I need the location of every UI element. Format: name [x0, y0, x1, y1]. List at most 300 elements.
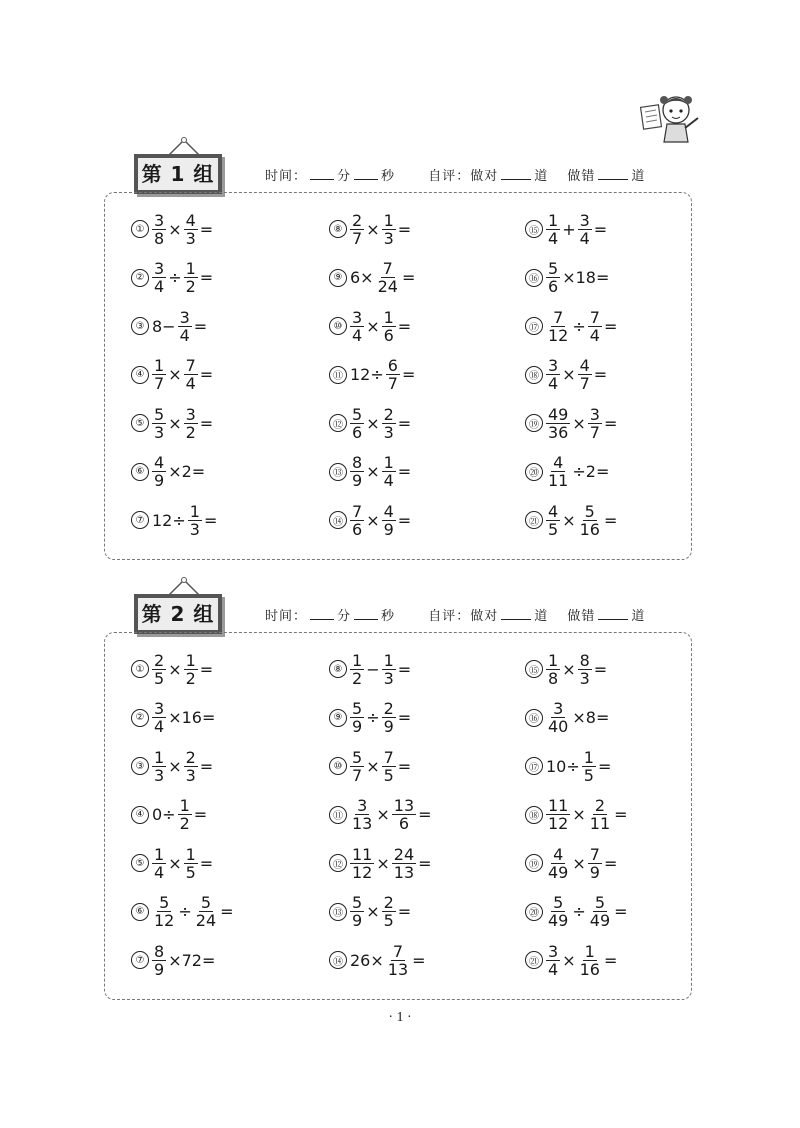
- minute-label: 分: [337, 609, 352, 624]
- fraction: [152, 357, 166, 392]
- problem: [525, 841, 618, 885]
- fraction: [184, 212, 198, 247]
- fraction: [184, 846, 198, 881]
- minutes-blank[interactable]: [310, 167, 334, 180]
- denominator: 6: [352, 519, 363, 539]
- problem-number: ④: [131, 806, 149, 824]
- problem: [329, 793, 433, 837]
- fraction: [578, 652, 592, 687]
- numerator: 11: [548, 796, 569, 815]
- fraction: [152, 894, 176, 929]
- numerator: 1: [185, 844, 196, 864]
- unit-label: 道: [631, 169, 646, 184]
- denominator: 11: [548, 471, 569, 490]
- denominator: 3: [579, 668, 590, 688]
- operator-text: =: [199, 756, 214, 776]
- numerator: 1: [154, 356, 165, 375]
- operator-text: =: [397, 902, 412, 921]
- fraction: [588, 797, 612, 832]
- numerator: 5: [352, 404, 363, 424]
- fraction: [350, 652, 364, 687]
- numerator: 7: [382, 259, 393, 278]
- fraction: [546, 454, 570, 489]
- denominator: 12: [548, 814, 569, 833]
- fraction: [188, 503, 202, 538]
- denominator: 2: [179, 814, 190, 833]
- denominator: 5: [548, 519, 559, 539]
- fraction: [382, 309, 396, 344]
- wrong-blank[interactable]: [598, 607, 628, 620]
- group-title: 第 1 组: [141, 162, 215, 186]
- fraction: [350, 503, 364, 538]
- numerator: 1: [189, 501, 200, 521]
- denominator: 12: [352, 862, 373, 882]
- denominator: 3: [383, 422, 394, 442]
- numerator: 13: [393, 796, 415, 815]
- problem: [525, 498, 618, 542]
- operator-text: ÷: [572, 902, 586, 921]
- numerator: 1: [179, 796, 190, 815]
- problem: [525, 401, 618, 445]
- operator-text: =: [397, 510, 412, 530]
- denominator: 16: [579, 519, 600, 539]
- fraction: [350, 894, 364, 929]
- problem-number: ⑪: [329, 366, 347, 384]
- numerator: 1: [383, 650, 394, 670]
- problem: [525, 744, 612, 788]
- fraction: [152, 749, 166, 784]
- problem: [525, 304, 618, 348]
- numerator: 1: [352, 650, 363, 670]
- unit-label: 道: [631, 609, 646, 624]
- numerator: 4: [553, 844, 564, 864]
- operator-text: ×: [562, 950, 576, 970]
- fraction: [578, 357, 592, 392]
- operator-text: =: [412, 950, 426, 970]
- numerator: 3: [352, 307, 363, 327]
- problem: [131, 450, 206, 494]
- denominator: 6: [548, 277, 559, 296]
- denominator: 5: [185, 862, 196, 882]
- numerator: 2: [594, 796, 606, 815]
- problem: [131, 401, 214, 445]
- numerator: 24: [393, 844, 415, 864]
- denominator: 3: [185, 765, 196, 785]
- problem: [525, 207, 608, 251]
- operator-text: =: [203, 510, 218, 530]
- fraction: [184, 749, 198, 784]
- operator-text: ÷: [366, 708, 380, 727]
- denominator: 4: [548, 374, 559, 393]
- numerator: 1: [154, 747, 165, 767]
- denominator: 2: [185, 422, 196, 442]
- problem-number: ⑯: [525, 269, 543, 287]
- operator-text: 6×: [350, 268, 374, 287]
- operator-text: ×: [366, 413, 380, 433]
- denominator: 3: [154, 422, 165, 442]
- denominator: 12: [548, 325, 569, 345]
- fraction: [178, 797, 192, 832]
- fraction: [582, 749, 596, 784]
- numerator: 5: [553, 893, 564, 912]
- denominator: 9: [352, 471, 363, 490]
- fraction: [588, 846, 602, 881]
- problem-number: ⑬: [329, 463, 347, 481]
- denominator: 4: [548, 959, 559, 979]
- operator-text: =: [397, 413, 412, 433]
- problem: [329, 498, 412, 542]
- numerator: 7: [392, 941, 404, 961]
- operator-text: =: [199, 268, 214, 287]
- denominator: 7: [589, 422, 600, 442]
- problem-number: ①: [131, 220, 149, 238]
- denominator: 3: [383, 228, 394, 248]
- problem-number: ⑬: [329, 903, 347, 921]
- operator-text: ÷: [572, 316, 586, 336]
- denominator: 5: [154, 668, 165, 688]
- operator-text: ×: [376, 805, 390, 824]
- operator-text: ×16=: [168, 708, 216, 727]
- problem-number: ⑯: [525, 709, 543, 727]
- operator-text: ×: [572, 413, 586, 433]
- problem: [525, 256, 610, 300]
- operator-text: =: [401, 268, 416, 287]
- numerator: 7: [352, 501, 363, 521]
- operator-text: ×: [562, 365, 576, 384]
- numerator: 1: [583, 747, 594, 767]
- fraction: [184, 260, 198, 295]
- numerator: 3: [154, 259, 165, 278]
- numerator: 8: [352, 453, 363, 472]
- operator-text: =: [614, 902, 628, 921]
- denominator: 9: [352, 911, 363, 930]
- problem: [131, 647, 214, 691]
- fraction: [546, 503, 560, 538]
- operator-text: ×8=: [572, 708, 610, 727]
- numerator: 1: [185, 259, 196, 278]
- fraction: [588, 406, 602, 441]
- unit-label: 道: [534, 609, 549, 624]
- group-1-problem-box: [104, 192, 692, 560]
- operator-text: =: [593, 659, 608, 679]
- operator-text: ×: [366, 510, 380, 530]
- operator-text: +: [562, 219, 576, 239]
- fraction: [546, 260, 560, 295]
- numerator: 7: [589, 844, 600, 864]
- denominator: 8: [548, 668, 559, 688]
- denominator: 9: [383, 519, 394, 539]
- denominator: 4: [179, 325, 190, 345]
- operator-text: =: [603, 950, 618, 970]
- problem-number: ⑦: [131, 511, 149, 529]
- fraction: [546, 846, 570, 881]
- denominator: 12: [154, 911, 175, 930]
- operator-text: 12÷: [152, 510, 186, 530]
- numerator: 2: [185, 747, 196, 767]
- numerator: 6: [387, 356, 398, 375]
- problem-number: ㉑: [525, 951, 543, 969]
- problem: [525, 890, 629, 934]
- operator-text: 0÷: [152, 805, 176, 824]
- problem-number: ⑧: [329, 660, 347, 678]
- minutes-blank[interactable]: [310, 607, 334, 620]
- numerator: 1: [548, 650, 559, 670]
- problem-number: ⑭: [329, 951, 347, 969]
- minute-label: 分: [337, 169, 352, 184]
- operator-text: ÷: [168, 268, 182, 287]
- problem-number: ⑳: [525, 903, 543, 921]
- problem-number: ⑥: [131, 903, 149, 921]
- operator-text: 10÷: [546, 756, 580, 776]
- wrong-blank[interactable]: [598, 167, 628, 180]
- problem: [525, 938, 618, 982]
- numerator: 3: [548, 356, 559, 375]
- numerator: 7: [589, 307, 600, 327]
- denominator: 16: [579, 959, 600, 979]
- group-title: 第 2 组: [141, 602, 215, 626]
- girl-mascot-icon: [636, 88, 704, 148]
- correct-blank[interactable]: [501, 607, 531, 620]
- seconds-blank[interactable]: [354, 167, 378, 180]
- problem-number: ⑨: [329, 269, 347, 287]
- numerator: 2: [154, 650, 165, 670]
- problem-number: ⑫: [329, 854, 347, 872]
- problem: [329, 304, 412, 348]
- operator-text: =: [220, 902, 234, 921]
- problem: [329, 890, 412, 934]
- numerator: 2: [383, 893, 394, 912]
- second-label: 秒: [381, 609, 396, 624]
- problem: [131, 696, 216, 740]
- denominator: 13: [387, 959, 409, 979]
- denominator: 4: [154, 717, 165, 736]
- operator-text: =: [397, 756, 412, 776]
- fraction: [152, 700, 166, 735]
- numerator: 1: [383, 307, 394, 327]
- time-label: 时间：: [265, 169, 308, 184]
- numerator: 7: [383, 747, 394, 767]
- unit-label: 道: [534, 169, 549, 184]
- problem: [525, 450, 610, 494]
- fraction: [350, 212, 364, 247]
- problem-number: ⑩: [329, 317, 347, 335]
- numerator: 3: [548, 941, 559, 961]
- denominator: 6: [383, 325, 394, 345]
- operator-text: =: [199, 659, 214, 679]
- operator-text: =: [397, 462, 412, 481]
- denominator: 4: [154, 862, 165, 882]
- fraction: [152, 652, 166, 687]
- denominator: 9: [383, 717, 394, 736]
- numerator: 3: [185, 404, 196, 424]
- denominator: 2: [352, 668, 363, 688]
- operator-text: =: [397, 659, 412, 679]
- numerator: 3: [179, 307, 190, 327]
- problem-number: ③: [131, 757, 149, 775]
- group-1-sign: [134, 142, 226, 186]
- operator-text: =: [199, 219, 214, 239]
- operator-text: ×: [572, 853, 586, 873]
- problem: [329, 938, 427, 982]
- fraction: [350, 749, 364, 784]
- fraction: [578, 943, 602, 978]
- problem-number: ⑤: [131, 414, 149, 432]
- fraction: [546, 212, 560, 247]
- operator-text: ×: [168, 413, 182, 433]
- operator-text: =: [199, 853, 214, 873]
- operator-text: ×: [376, 853, 390, 873]
- problem: [329, 256, 416, 300]
- operator-text: 8−: [152, 316, 176, 336]
- correct-label: 自评：做对: [428, 169, 499, 184]
- denominator: 8: [154, 228, 165, 248]
- numerator: 5: [352, 699, 363, 718]
- problem-number: ⑭: [329, 511, 347, 529]
- denominator: 4: [154, 277, 165, 296]
- operator-text: =: [603, 316, 618, 336]
- denominator: 6: [398, 814, 410, 833]
- fraction: [152, 943, 166, 978]
- correct-blank[interactable]: [501, 167, 531, 180]
- group-2-sign: [134, 582, 226, 626]
- denominator: 3: [154, 765, 165, 785]
- fraction: [382, 503, 396, 538]
- time-label: 时间：: [265, 609, 308, 624]
- fraction: [546, 943, 560, 978]
- operator-text: ×18=: [562, 268, 610, 287]
- operator-text: ×: [168, 365, 182, 384]
- numerator: 1: [584, 941, 595, 961]
- numerator: 7: [553, 307, 564, 327]
- problem: [329, 401, 412, 445]
- operator-text: =: [397, 219, 412, 239]
- problem: [329, 450, 412, 494]
- numerator: 2: [383, 404, 394, 424]
- problem-number: ⑲: [525, 854, 543, 872]
- denominator: 3: [189, 519, 200, 539]
- denominator: 7: [154, 374, 165, 393]
- group-2-header: [265, 605, 645, 624]
- fraction: [152, 846, 166, 881]
- fraction: [152, 406, 166, 441]
- operator-text: ×: [366, 756, 380, 776]
- problem-number: ⑧: [329, 220, 347, 238]
- operator-text: ×: [366, 462, 380, 481]
- operator-text: ×: [168, 219, 182, 239]
- problem-number: ⑤: [131, 854, 149, 872]
- seconds-blank[interactable]: [354, 607, 378, 620]
- operator-text: ×: [366, 902, 380, 921]
- fraction: [382, 700, 396, 735]
- denominator: 3: [383, 668, 394, 688]
- problem: [525, 696, 610, 740]
- operator-text: =: [603, 853, 618, 873]
- operator-text: =: [418, 805, 432, 824]
- denominator: 49: [548, 911, 569, 930]
- numerator: 5: [159, 893, 170, 912]
- numerator: 8: [154, 941, 165, 961]
- problem-number: ⑲: [525, 414, 543, 432]
- numerator: 49: [548, 404, 569, 424]
- operator-text: =: [193, 805, 208, 824]
- problem-number: ⑥: [131, 463, 149, 481]
- problem: [329, 841, 433, 885]
- fraction: [350, 309, 364, 344]
- fraction: [588, 894, 612, 929]
- denominator: 5: [583, 765, 594, 785]
- problem-number: ⑮: [525, 660, 543, 678]
- fraction: [546, 406, 570, 441]
- problem-number: ⑨: [329, 709, 347, 727]
- problem: [525, 647, 608, 691]
- denominator: 9: [589, 862, 600, 882]
- fraction: [392, 797, 416, 832]
- problem-number: ③: [131, 317, 149, 335]
- numerator: 3: [154, 699, 165, 718]
- operator-text: =: [603, 413, 618, 433]
- numerator: 2: [383, 699, 394, 718]
- fraction: [546, 700, 570, 735]
- numerator: 1: [383, 210, 394, 230]
- problem-number: ⑫: [329, 414, 347, 432]
- fraction: [350, 797, 374, 832]
- numerator: 11: [352, 844, 373, 864]
- group-1-header: [265, 165, 645, 184]
- fraction: [178, 309, 192, 344]
- problem-number: ②: [131, 269, 149, 287]
- fraction: [350, 406, 364, 441]
- fraction: [350, 700, 364, 735]
- numerator: 1: [185, 650, 196, 670]
- operator-text: ×: [366, 316, 380, 336]
- denominator: 4: [185, 374, 196, 393]
- page-number: · 1 ·: [388, 1010, 412, 1025]
- problem: [131, 744, 214, 788]
- numerator: 5: [154, 404, 165, 424]
- fraction: [184, 652, 198, 687]
- denominator: 3: [185, 228, 196, 248]
- fraction: [546, 797, 570, 832]
- numerator: 5: [584, 501, 595, 521]
- operator-text: =: [593, 365, 608, 384]
- numerator: 5: [594, 893, 606, 912]
- problem-number: ⑳: [525, 463, 543, 481]
- numerator: 5: [352, 893, 363, 912]
- denominator: 7: [579, 374, 590, 393]
- operator-text: ×: [168, 853, 182, 873]
- correct-label: 自评：做对: [428, 609, 499, 624]
- numerator: 4: [553, 453, 564, 472]
- operator-text: ×72=: [168, 950, 216, 970]
- denominator: 24: [377, 277, 398, 296]
- problem-number: ⑮: [525, 220, 543, 238]
- denominator: 2: [185, 668, 196, 688]
- numerator: 1: [383, 453, 394, 472]
- denominator: 6: [352, 422, 363, 442]
- fraction: [152, 212, 166, 247]
- problem-number: ⑰: [525, 757, 543, 775]
- fraction: [152, 454, 166, 489]
- wrong-label: 做错: [567, 609, 596, 624]
- denominator: 13: [352, 814, 373, 833]
- denominator: 49: [589, 911, 611, 930]
- numerator: 3: [154, 210, 165, 230]
- wrong-label: 做错: [567, 169, 596, 184]
- denominator: 36: [548, 422, 569, 442]
- problem-number: ⑱: [525, 366, 543, 384]
- denominator: 4: [383, 471, 394, 490]
- problem-number: ①: [131, 660, 149, 678]
